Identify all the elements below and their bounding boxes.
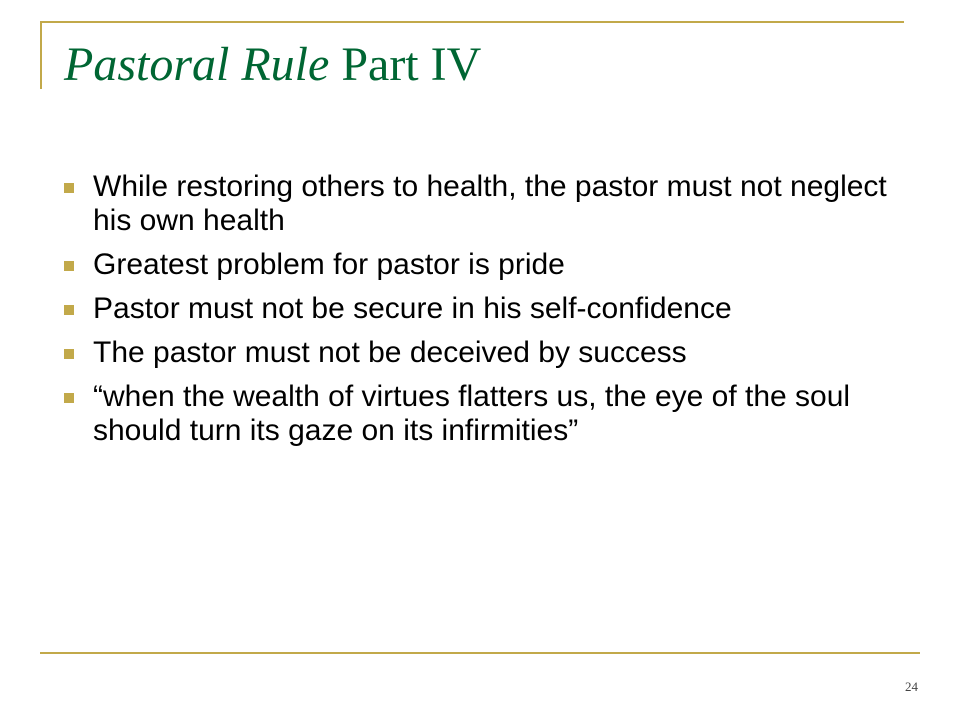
bullet-text: Greatest problem for pastor is pride <box>93 248 565 281</box>
bullet-list <box>64 170 894 458</box>
bullet-text: “when the wealth of virtues flatters us, the eye of the soul should turn its gaze on its infirmities” <box>93 380 851 447</box>
bullet-text: While restoring others to health, the pastor must not neglect his own health <box>93 170 887 237</box>
square-bullet-icon <box>64 183 74 193</box>
title-rest-part: Part IV <box>329 38 482 91</box>
bullet-item <box>64 336 894 370</box>
bullet-item <box>64 380 894 448</box>
bullet-text: Pastor must not be secure in his self-confidence <box>93 292 732 325</box>
bullet-item <box>64 248 894 282</box>
bullet-item <box>64 170 894 238</box>
square-bullet-icon <box>64 393 74 403</box>
page-number: 24 <box>905 679 918 694</box>
bullet-item <box>64 292 894 326</box>
title-italic-part: Pastoral Rule <box>64 38 330 91</box>
square-bullet-icon <box>64 261 74 271</box>
square-bullet-icon <box>64 305 74 315</box>
frame-left-rule <box>40 21 42 89</box>
frame-top-rule <box>40 21 904 23</box>
slide-title <box>64 40 481 90</box>
frame-bottom-rule <box>40 652 920 654</box>
bullet-text: The pastor must not be deceived by success <box>93 336 687 369</box>
square-bullet-icon <box>64 349 74 359</box>
